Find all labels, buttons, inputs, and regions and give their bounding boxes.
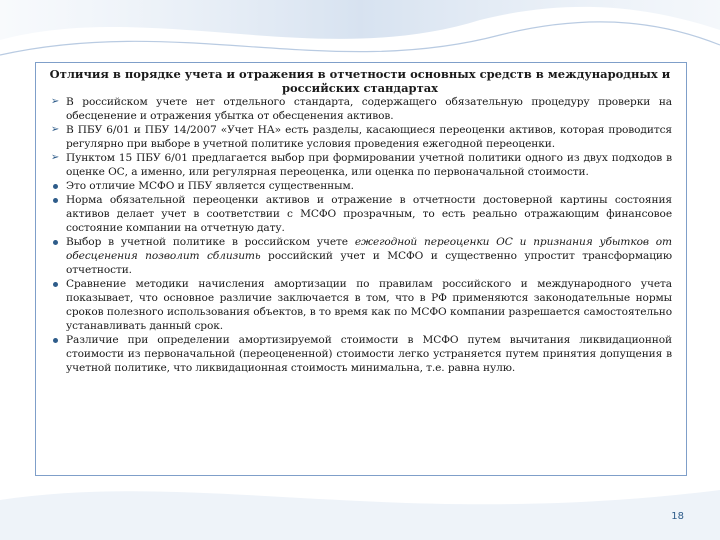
list-item: ➢ Пунктом 15 ПБУ 6/01 предлагается выбор при формировании учетной политики одного из двух подходов в оценке ОС, а именно, или регулярная переоценка, или оценка по первоначальной стоимости. [48, 151, 672, 179]
bullet-icon [48, 277, 62, 291]
bullet-icon [48, 333, 62, 347]
emphasis-text: ежегодной переоценки ОС и признания убытков от обесценения позволит сблизить [66, 236, 672, 262]
arrow-icon: ➢ [50, 96, 60, 107]
bullet-icon [48, 235, 62, 249]
list-item: Это отличие МСФО и ПБУ является существенным. [48, 179, 672, 193]
list-item: ➢ В российском учете нет отдельного стандарта, содержащего обязательную процедуру проверки на обесценение и отражения убытка от обесценения активов. [48, 95, 672, 123]
content-box [35, 62, 687, 476]
bullet-list [48, 95, 672, 375]
page-number: 18 [671, 511, 684, 522]
list-item: ➢ В ПБУ 6/01 и ПБУ 14/2007 «Учет НА» есть разделы, касающиеся переоценки активов, которая проводится регулярно при выборе в учетной политике условия проведения ежегодной переоценки. [48, 123, 672, 151]
list-item: Сравнение методики начисления амортизации по правилам российского и международного учета показывает, что основное различие заключается в том, что в РФ применяются законодательные нормы сроков полезного использования объектов, в то время как по МСФО компании разрешается самостоятельно устанавливать данный срок. [48, 277, 672, 333]
bullet-icon [48, 179, 62, 193]
arrow-icon: ➢ [50, 124, 60, 135]
list-item: Различие при определении амортизируемой стоимости в МСФО путем вычитания ликвидационной стоимости из первоначальной (переоцененной) стоимости легко устраняется путем принятия допущения в учетной политике, что ликвидационная стоимость минимальна, т.е. равна нулю. [48, 333, 672, 375]
list-item: Выбор в учетной политике в российском учете ежегодной переоценки ОС и признания убытков от обесценения позволит сблизить российский учет и МСФО и существенно упростит трансформацию отчетности. [48, 235, 672, 277]
list-item: Норма обязательной переоценки активов и отражение в отчетности достоверной картины состояния активов делает учет в соответствии с МСФО прозрачным, то есть реально отражающим финансовое состояние компании на отчетную дату. [48, 193, 672, 235]
slide-title: Отличия в порядке учета и отражения в отчетности основных средств в международных и российских стандартах [49, 67, 671, 95]
bullet-icon [48, 193, 62, 207]
arrow-icon: ➢ [50, 152, 60, 163]
